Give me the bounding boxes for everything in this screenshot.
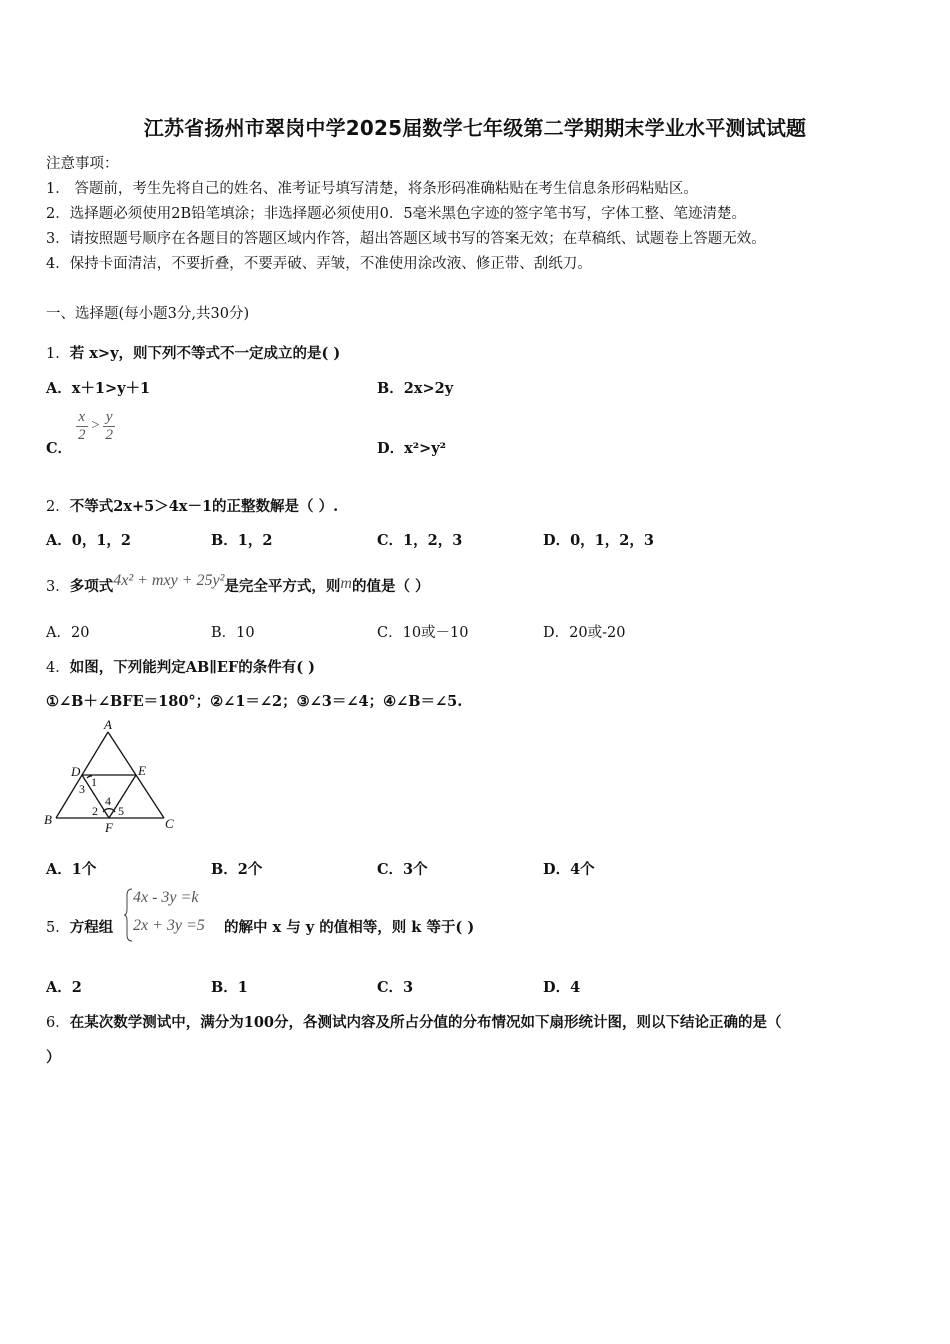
equation-2: 2x + 3y =5 xyxy=(133,917,205,934)
angle-2: 2 xyxy=(92,804,98,818)
q4-option-a: A．1个 xyxy=(46,861,97,878)
q1-option-c-label: C． xyxy=(46,440,73,457)
notes-heading: 注意事项： xyxy=(46,156,119,172)
question-number: 2． xyxy=(46,499,70,515)
question-5-stem: 的解中 x 与 y 的值相等，则 k 等于( ) xyxy=(224,919,475,936)
question-6 xyxy=(46,1011,782,1032)
note-item-4: 4．保持卡面清洁，不要折叠，不要弄破、弄皱，不准使用涂改液、修正带、刮纸刀。 xyxy=(46,256,592,272)
question-3: 3．多项式4x² + mxy + 25y²是完全平方式，则m的值是（ ） xyxy=(46,572,430,595)
question-number: 1． xyxy=(46,346,70,362)
angle-4: 4 xyxy=(105,794,111,808)
note-item-1: 1． 答题前，考生先将自己的姓名、准考证号填写清楚，将条形码准确粘贴在考生信息条形码粘贴区。 xyxy=(46,181,698,197)
q5-option-c: C．3 xyxy=(377,979,414,996)
label-a: A xyxy=(104,717,112,732)
note-item-3: 3．请按照题号顺序在各题目的答题区域内作答，超出答题区域书写的答案无效；在草稿纸、试题卷上答题无效。 xyxy=(46,231,766,247)
q3-option-c: C．10或－10 xyxy=(377,625,469,641)
q5-option-d: D．4 xyxy=(543,979,581,996)
q1-option-b: B．2x>2y xyxy=(377,380,454,397)
q2-option-b: B．1，2 xyxy=(211,532,273,549)
q5-option-b: B．1 xyxy=(211,979,248,996)
question-stem: 若 x>y，则下列不等式不一定成立的是( ) xyxy=(69,345,341,362)
q1-option-a: A．x＋1>y＋1 xyxy=(46,380,151,397)
question-4 xyxy=(46,656,315,677)
question-1 xyxy=(46,342,340,363)
q3-option-a: A．20 xyxy=(46,625,90,641)
question-number: 3． xyxy=(46,579,70,595)
question-2 xyxy=(46,495,338,516)
equation-system xyxy=(124,887,224,943)
question-stem: 如图，下列能判定AB∥EF的条件有( ) xyxy=(69,659,316,676)
q2-option-c: C．1，2，3 xyxy=(377,532,463,549)
q2-option-a: A．0，1，2 xyxy=(46,532,132,549)
angle-3: 3 xyxy=(79,782,85,796)
label-b: B xyxy=(44,812,52,827)
question-number: 6． xyxy=(46,1015,70,1031)
question-stem: 在某次数学测试中，满分为100分，各测试内容及所占分值的分布情况如下扇形统计图，则以下结论正确的是（ xyxy=(69,1014,782,1031)
equation-1: 4x - 3y =k xyxy=(133,889,199,906)
angle-1: 1 xyxy=(91,775,97,789)
triangle-figure xyxy=(40,716,180,836)
question-stem: 不等式2x+5＞4x－1的正整数解是（ ）. xyxy=(69,498,339,515)
polynomial-expression: 4x² + mxy + 25y² xyxy=(113,572,225,589)
fraction: $\frac{x}{2}$ xyxy=(78,409,86,443)
q3-option-d: D．20或-20 xyxy=(543,625,626,641)
question-number: 5． xyxy=(46,920,70,936)
q5-option-a: A．2 xyxy=(46,979,82,996)
note-item-2: 2．选择题必须使用2B铅笔填涂；非选择题必须使用0．5毫米黑色字迹的签字笔书写，字体工整、笔迹清楚。 xyxy=(46,206,747,222)
section-heading: 一、选择题(每小题3分,共30分) xyxy=(46,306,250,322)
page-title: 江苏省扬州市翠岗中学2025届数学七年级第二学期期末学业水平测试试题 xyxy=(143,116,807,140)
question-number: 4． xyxy=(46,660,70,676)
q2-option-d: D．0，1，2，3 xyxy=(543,532,654,549)
label-e: E xyxy=(138,763,146,778)
q1-option-c-math: $\frac{x}{2}$ > $\frac{y}{2}$ xyxy=(78,409,113,443)
q4-option-c: C．3个 xyxy=(377,861,428,878)
q4-conditions: ①∠B＋∠BFE＝180°；②∠1＝∠2；③∠3＝∠4；④∠B＝∠5. xyxy=(46,693,463,710)
q4-option-b: B．2个 xyxy=(211,861,263,878)
question-5-prefix: 5．方程组 xyxy=(46,919,114,936)
question-6-end: ） xyxy=(46,1049,61,1066)
q1-option-d: D．x²>y² xyxy=(377,440,446,457)
label-c: C xyxy=(165,816,174,831)
label-f: F xyxy=(105,820,113,835)
label-d: D xyxy=(71,764,81,779)
q4-option-d: D．4个 xyxy=(543,861,595,878)
fraction: $\frac{y}{2}$ xyxy=(105,409,113,443)
angle-5: 5 xyxy=(118,804,124,818)
q3-option-b: B．10 xyxy=(211,625,255,641)
